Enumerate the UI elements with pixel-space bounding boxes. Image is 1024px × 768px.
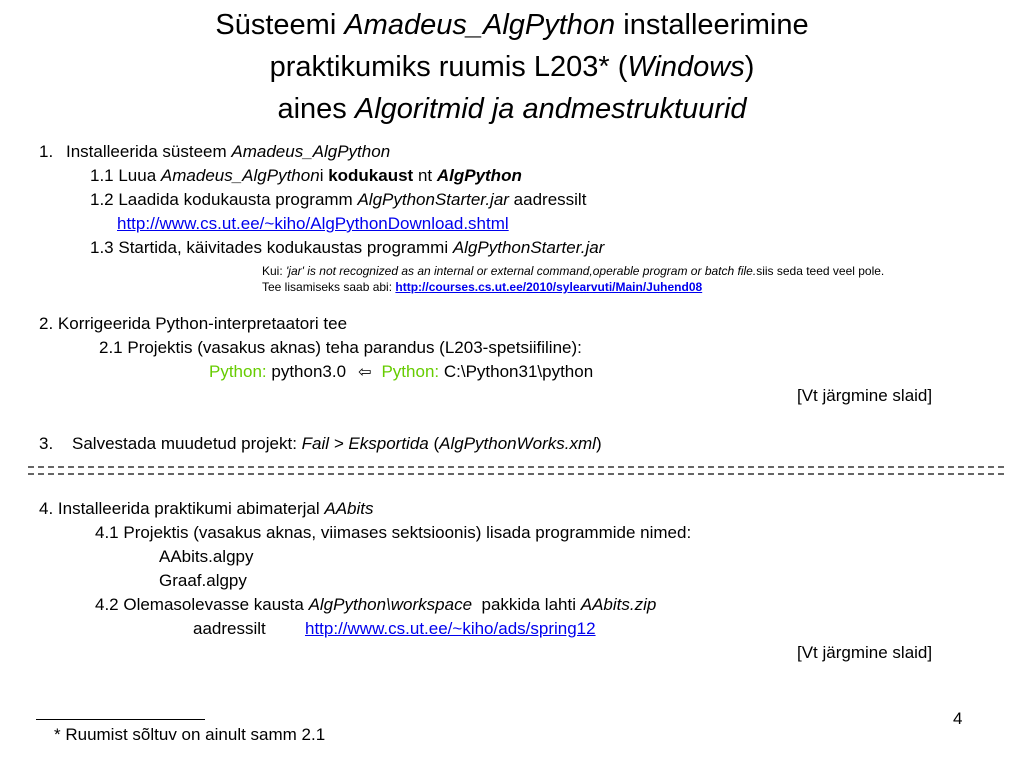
step-3-number: 3. bbox=[39, 434, 54, 453]
footnote-separator bbox=[36, 719, 205, 720]
step-1-heading: Installeerida süsteem Amadeus_AlgPython bbox=[66, 142, 391, 161]
slide-title-line-2: praktikumiks ruumis L203* (Windows) bbox=[269, 51, 755, 83]
step-1-number: 1. bbox=[39, 142, 54, 161]
slide-title-line-3: aines Algoritmid ja andmestruktuurid bbox=[277, 93, 747, 125]
step-4-1: 4.1 Projektis (vasakus aknas, viimases sektsioonis) lisada programmide nimed: bbox=[95, 523, 692, 542]
step-2-1: 2.1 Projektis (vasakus aknas) teha parandus (L203-spetsiifiline): bbox=[99, 338, 582, 357]
step-2-heading: 2. Korrigeerida Python-interpretaatori tee bbox=[39, 314, 348, 333]
step-1-3: 1.3 Startida, käivitades kodukaustas programmi AlgPythonStarter.jar bbox=[90, 238, 605, 257]
step-4-heading: 4. Installeerida praktikumi abimaterjal AAbits bbox=[39, 499, 374, 518]
section-divider bbox=[28, 466, 1004, 475]
step-4-2: 4.2 Olemasolevasse kausta AlgPython\workspace pakkida lahti AAbits.zip bbox=[95, 595, 657, 614]
next-slide-note-2: [Vt järgmine slaid] bbox=[797, 643, 933, 662]
next-slide-note-1: [Vt järgmine slaid] bbox=[797, 386, 933, 405]
jar-error-note: Kui: 'jar' is not recognized as an internal or external command,operable program or batch file.siis seda teed veel pole. bbox=[262, 264, 885, 278]
algpython-download-link[interactable]: http://www.cs.ut.ee/~kiho/AlgPythonDownload.shtml bbox=[117, 214, 509, 233]
slide-title-line-1: Süsteemi Amadeus_AlgPython installeerimine bbox=[215, 9, 809, 41]
juhend08-link[interactable]: http://courses.cs.ut.ee/2010/sylearvuti/Main/Juhend08 bbox=[395, 280, 703, 294]
step-1-1: 1.1 Luua Amadeus_AlgPythoni kodukaust nt AlgPython bbox=[90, 166, 522, 185]
step-3-text: Salvestada muudetud projekt: Fail > Eksportida (AlgPythonWorks.xml) bbox=[72, 434, 602, 453]
path-help-note: Tee lisamiseks saab abi: http://courses.cs.ut.ee/2010/sylearvuti/Main/Juhend08 bbox=[262, 280, 703, 294]
program-name-aabits: AAbits.algpy bbox=[159, 547, 254, 566]
footnote: * Ruumist sõltuv on ainult samm 2.1 bbox=[54, 725, 326, 744]
address-link-row bbox=[305, 618, 596, 640]
download-link-row bbox=[117, 213, 509, 235]
python-path-change: Python: python3.0 ⇦ Python: C:\Python31\python bbox=[209, 362, 594, 381]
step-1-2: 1.2 Laadida kodukausta programm AlgPythonStarter.jar aadressilt bbox=[90, 190, 587, 209]
program-name-graaf: Graaf.algpy bbox=[159, 571, 247, 590]
page-number: 4 bbox=[953, 709, 963, 728]
aabits-download-link[interactable]: http://www.cs.ut.ee/~kiho/ads/spring12 bbox=[305, 619, 596, 638]
address-label: aadressilt bbox=[193, 619, 266, 638]
left-arrow-icon: ⇦ bbox=[358, 364, 372, 381]
